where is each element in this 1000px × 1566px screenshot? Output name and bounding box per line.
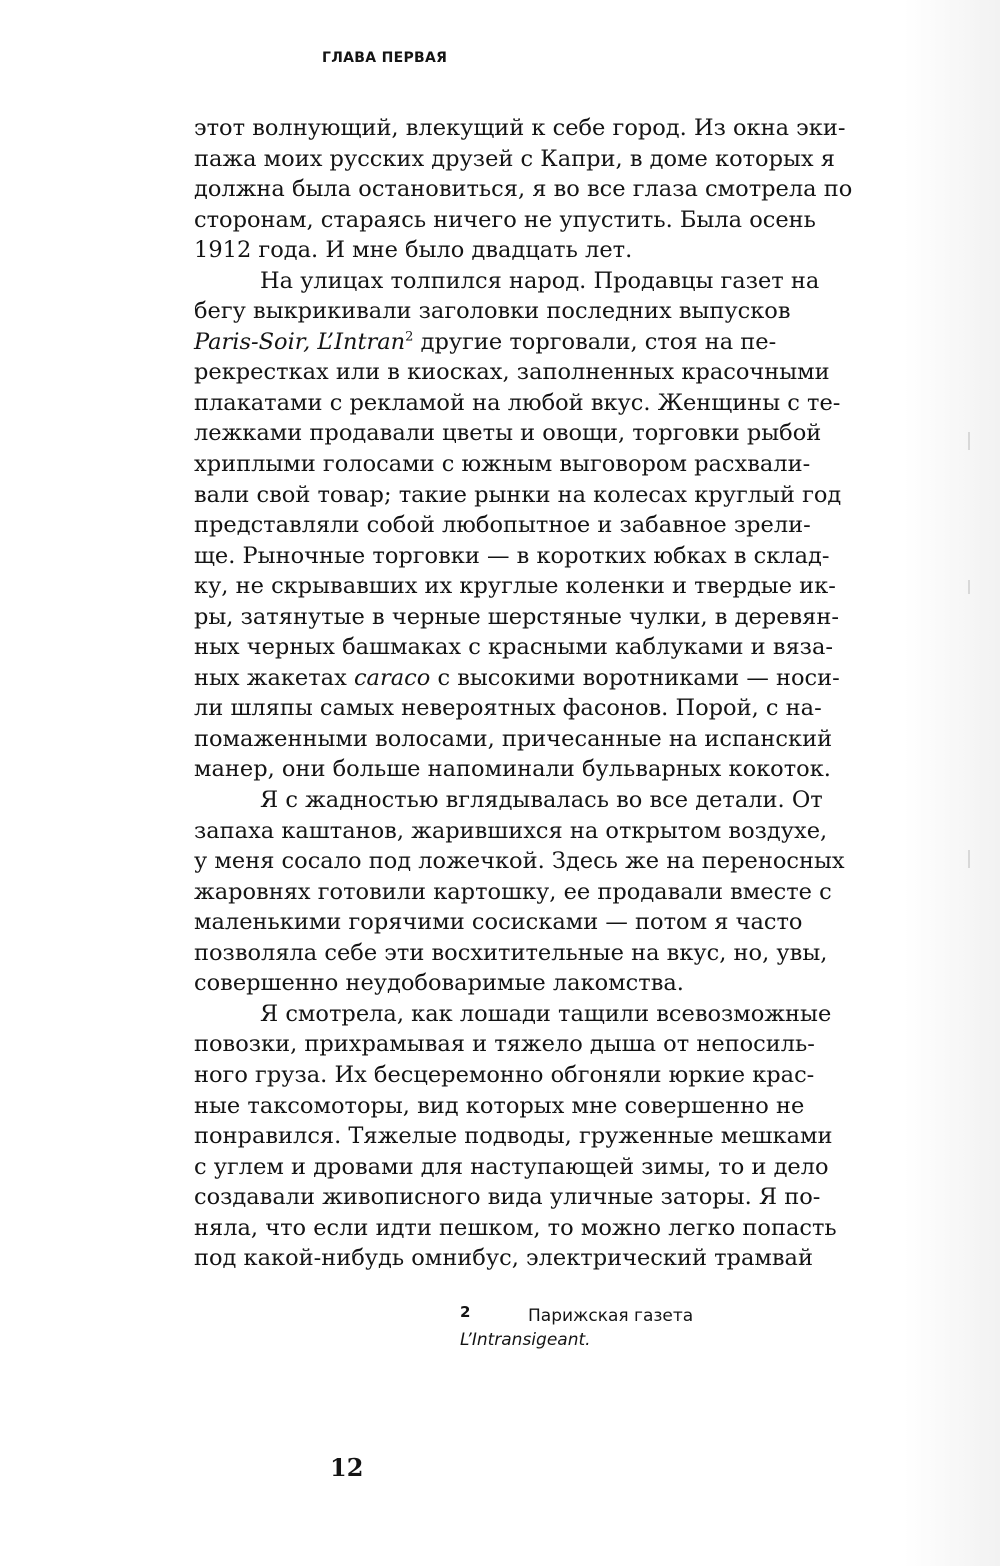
scan-mark <box>968 580 970 594</box>
text-line: ще. Рыночные торговки — в коротких юбках в склад- <box>194 542 830 569</box>
footnote-number: 2 <box>460 1303 471 1321</box>
text-line: запаха каштанов, жарившихся на открытом воздухе, <box>194 817 828 844</box>
text-line: ные таксомоторы, вид которых мне совершенно не <box>194 1092 805 1119</box>
italic-newspapers: Paris-Soir, L’Intran <box>194 328 406 355</box>
footnote-line: Парижская газета <box>528 1306 694 1326</box>
text-fragment: с высокими воротниками — носи- <box>430 664 840 691</box>
text-line-with-italic <box>194 663 840 694</box>
text-line: понравился. Тяжелые подводы, груженные мешками <box>194 1123 833 1150</box>
text-line: представляли собой любопытное и забавное зрели- <box>194 512 811 539</box>
text-line: ры, затянутые в черные шерстяные чулки, в деревян- <box>194 603 839 630</box>
text-line-with-footnote <box>194 327 816 358</box>
text-line: 1912 года. И мне было двадцать лет. <box>194 237 633 264</box>
text-line: с углем и дровами для наступающей зимы, то и дело <box>194 1153 829 1180</box>
text-line: Я с жадностью вглядывалась во все детали. От <box>260 787 823 814</box>
footnote-italic-title: L’Intransigeant. <box>460 1330 591 1350</box>
text-line: ного груза. Их бесцеремонно обгоняли юркие крас- <box>194 1061 815 1088</box>
text-fragment: другие торговали, стоя на пе- <box>413 328 777 355</box>
text-line: вали свой товар; такие рынки на колесах круглый год <box>194 481 842 508</box>
text-line: у меня сосало под ложечкой. Здесь же на переносных <box>194 848 845 875</box>
text-line: маленькими горячими сосисками — потом я часто <box>194 909 803 936</box>
text-line: На улицах толпился народ. Продавцы газет на <box>260 267 820 294</box>
text-line: помаженными волосами, причесанные на испанский <box>194 725 833 752</box>
text-line: няла, что если идти пешком, то можно легко попасть <box>194 1214 837 1241</box>
text-line: создавали живописного вида уличные заторы. Я по- <box>194 1184 821 1211</box>
text-fragment: ных жакетах <box>194 664 354 691</box>
running-head: ГЛАВА ПЕРВАЯ <box>322 50 448 66</box>
page-number: 12 <box>330 1453 364 1482</box>
text-line: жаровнях готовили картошку, ее продавали вместе с <box>194 878 832 905</box>
text-line: манер, они больше напоминали бульварных кокоток. <box>194 756 831 783</box>
text-line: под какой-нибудь омнибус, электрический трамвай <box>194 1245 813 1272</box>
footnote-text <box>460 1304 760 1352</box>
text-line: позволяла себе эти восхитительные на вкус, но, увы, <box>194 939 828 966</box>
text-line: лежками продавали цветы и овощи, торговки рыбой <box>194 420 822 447</box>
text-line: Я смотрела, как лошади тащили всевозможные <box>260 1000 832 1027</box>
text-line: бегу выкрикивали заголовки последних выпусков <box>194 298 791 325</box>
text-line: пажа моих русских друзей с Капри, в доме которых я <box>194 145 835 172</box>
footnote <box>460 1304 760 1352</box>
scan-mark <box>968 850 970 868</box>
text-line: этот волнующий, влекущий к себе город. Из окна эки- <box>194 115 846 141</box>
text-line: ных черных башмаках с красными каблуками и вяза- <box>194 634 833 661</box>
text-line: ли шляпы самых невероятных фасонов. Порой, с на- <box>194 695 822 722</box>
text-line: плакатами с рекламой на любой вкус. Женщины с те- <box>194 389 841 416</box>
footnote-reference[interactable]: 2 <box>405 329 414 345</box>
scan-mark <box>968 432 970 450</box>
text-line: совершенно неудобоваримые лакомства. <box>194 970 684 997</box>
page-edge-shadow <box>904 0 1000 1566</box>
text-line: повозки, прихрамывая и тяжело дыша от непосиль- <box>194 1031 815 1058</box>
italic-caraco: caraco <box>353 664 431 691</box>
text-line: хриплыми голосами с южным выговором расхвали- <box>194 451 811 478</box>
text-line: должна была остановиться, я во все глаза смотрела по <box>194 176 853 203</box>
text-line: сторонам, стараясь ничего не упустить. Была осень <box>194 206 816 233</box>
text-line: ку, не скрывавших их круглые коленки и твердые ик- <box>194 573 836 600</box>
body-text <box>194 113 853 1274</box>
text-line: рекрестках или в киосках, заполненных красочными <box>194 359 830 386</box>
